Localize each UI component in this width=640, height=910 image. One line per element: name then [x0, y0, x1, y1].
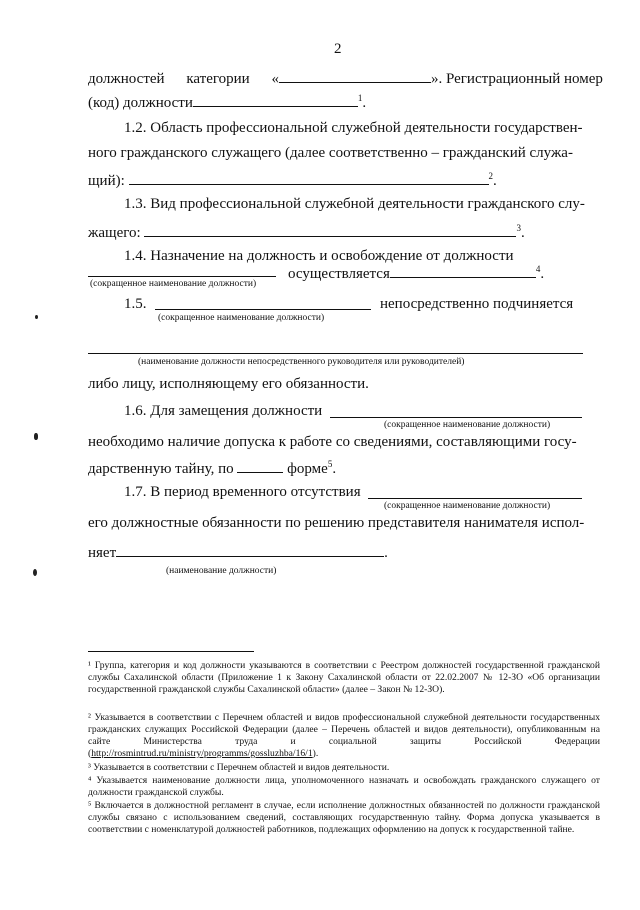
- text-line-16: 1.7. В период временного отсутствия: [124, 484, 361, 500]
- footnote-2-link[interactable]: http://rosmintrud.ru/ministry/programms/gossluzhba/16/1: [91, 748, 313, 759]
- footnote-ref-2: 2: [488, 171, 494, 181]
- blank-line-l10: [155, 309, 371, 310]
- text-l9: осуществляется: [288, 266, 390, 282]
- text-line-15: дарственную тайну, по форме$^5$.: [88, 459, 337, 477]
- text-line-6: 1.3. Вид профессиональной служебной деятельности гражданского слу-: [124, 196, 585, 212]
- text-line-5: щий): $^2$.: [88, 171, 497, 189]
- footnote-2-end: ).: [312, 748, 319, 759]
- text-l7: жащего:: [88, 225, 141, 241]
- label-short-position-1: (сокращенное наименование должности): [90, 279, 257, 289]
- text-line-12: либо лицу, исполняющему его обязанности.: [88, 376, 369, 392]
- blank-kind: [144, 221, 516, 237]
- label-short-position-3: (сокращенное наименование должности): [384, 420, 551, 430]
- page-number: 2: [334, 41, 342, 57]
- footnote-4: ⁴ Указывается наименование должности лица, уполномоченного назначать и освобождать гражданского служащего от должности гражданской службы.: [88, 775, 600, 798]
- footnote-ref-1: 1: [357, 93, 363, 103]
- blank-line-l9a: [88, 276, 276, 277]
- text-l15b: форме: [287, 461, 328, 477]
- footnote-2: [88, 712, 600, 760]
- text-line-4: ного гражданского служащего (далее соответственно – гражданский служа-: [88, 145, 573, 161]
- margin-mark: [35, 315, 38, 319]
- text-line-8: 1.4. Назначение на должность и освобождение от должности: [124, 248, 514, 264]
- text-line-17: его должностные обязанности по решению представителя нанимателя испол-: [88, 515, 585, 531]
- text-l1-left: должностей категории «: [88, 71, 279, 87]
- footnote-separator: [88, 651, 254, 652]
- text-l1-right: ». Регистрационный номер: [430, 71, 603, 87]
- blank-line-l11: [88, 353, 583, 354]
- text-line-1: [88, 67, 603, 88]
- footnote-ref-5: 5: [327, 459, 333, 469]
- label-short-position-4: (сокращенное наименование должности): [384, 501, 551, 511]
- footnote-ref-4: 4: [535, 264, 541, 274]
- margin-mark: [34, 433, 38, 440]
- blank-l9b: [390, 262, 536, 278]
- text-l15a: дарственную тайну, по: [88, 461, 234, 477]
- blank-line-l16: [368, 498, 582, 499]
- blank-area: [129, 169, 489, 185]
- footnote-1: ¹ Группа, категория и код должности указываются в соответствии с Реестром должностей государственной гражданской службы Сахалинской области (Приложение 1 к Закону Сахалинской области от 22.02.2007 № 12-ЗО «Об организации государственной гражданской службы Сахалинской области» (далее – Закон № 12-ЗО).: [88, 660, 600, 695]
- footnote-3: ³ Указывается в соответствии с Перечнем областей и видов деятельности.: [88, 762, 390, 773]
- label-position: (наименование должности): [166, 566, 277, 576]
- label-manager-position: (наименование должности непосредственного руководителя или руководителей): [138, 357, 465, 367]
- text-line-9: осуществляется $^4$.: [288, 264, 545, 282]
- text-line-18: няет .: [88, 541, 388, 562]
- text-l10: 1.5.: [124, 296, 147, 312]
- text-line-13: 1.6. Для замещения должности: [124, 403, 323, 419]
- text-l10-right: непосредственно подчиняется: [380, 296, 574, 312]
- label-short-position-2: (сокращенное наименование должности): [158, 313, 325, 323]
- blank-form: [237, 457, 283, 473]
- text-line-2: (код) должности $^1$.: [88, 93, 367, 111]
- text-l5: щий):: [88, 173, 125, 189]
- footnote-ref-3: 3: [516, 223, 521, 233]
- text-line-3: 1.2. Область профессиональной служебной деятельности государствен-: [124, 120, 583, 136]
- blank-category: [279, 67, 431, 83]
- text-l18: няет: [88, 545, 117, 561]
- blank-code: [193, 91, 358, 107]
- margin-mark: [33, 569, 37, 576]
- footnote-2-text: ² Указывается в соответствии с Перечнем областей и видов профессиональной служебной деятельности государственных гражданских служащих Российской Федерации (далее – Перечень областей и видов деятельности), опубликованным на сайте Министерства труда и социальной защиты Российской Федерации (: [88, 712, 600, 759]
- blank-l18: [116, 541, 384, 557]
- blank-line-l13: [330, 417, 582, 418]
- text-line-14: необходимо наличие допуска к работе со сведениями, составляющими госу-: [88, 434, 577, 450]
- footnote-5: ⁵ Включается в должностной регламент в случае, если исполнение должностных обязанностей по должности гражданской службы связано с использованием сведений, составляющих государственную тайну. Форма допуска указывается в соответствии с номенклатурой должностей работников, подлежащих оформлению на допуск к государственной тайне.: [88, 800, 600, 835]
- text-l2: (код) должности: [88, 95, 193, 111]
- text-line-7: жащего: $^3$.: [88, 223, 525, 241]
